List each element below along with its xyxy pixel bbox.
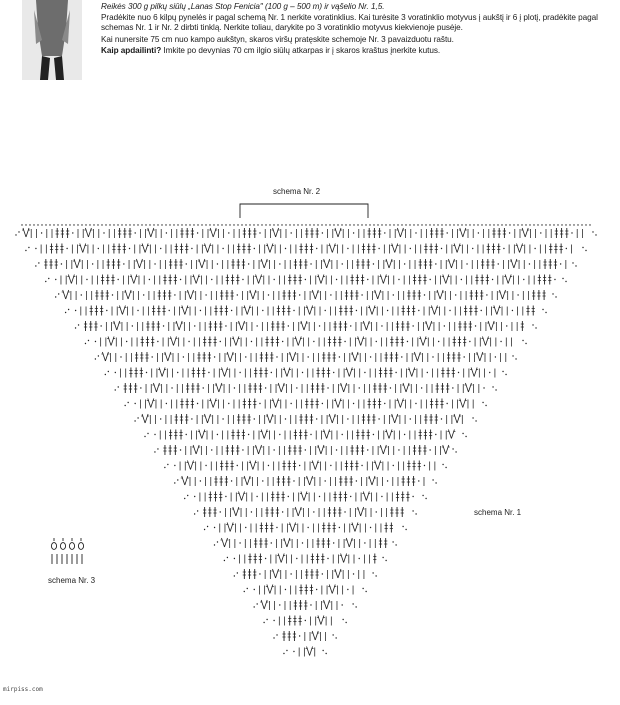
model-figure-image bbox=[22, 0, 82, 80]
model-photo bbox=[22, 0, 82, 80]
schema1-label: schema Nr. 1 bbox=[474, 508, 522, 517]
finishing-text: Imkite po devynias 70 cm ilgio siūlų atkarpas ir į skaros kraštus įnerkite kutus. bbox=[161, 45, 441, 55]
schema2-bracket bbox=[240, 204, 368, 218]
pattern-instructions bbox=[101, 2, 613, 57]
schema3-motif bbox=[48, 536, 92, 571]
triangle-shawl-chart bbox=[0, 170, 620, 700]
finishing-paragraph bbox=[101, 46, 613, 56]
finishing-heading: Kaip apdailinti? bbox=[101, 45, 162, 55]
schema2-label: schema Nr. 2 bbox=[273, 187, 321, 196]
schema3-label: schema Nr. 3 bbox=[48, 576, 96, 585]
schema3-stitch-symbols bbox=[48, 536, 92, 566]
site-watermark: mirpiss.com bbox=[3, 686, 43, 693]
materials-text: Reikės 300 g pilkų siūlų „Lanas Stop Fenicia" (100 g – 500 m) ir vąšelio Nr. 1,5. bbox=[101, 2, 385, 11]
instructions-paragraph-1: Pradėkite nuo 6 kilpų pynelės ir pagal schemą Nr. 1 nerkite voratinklius. Kai turėsite 3 voratinklio motyvus į aukštį ir 6 į plotį, pradėkite pagal schemas Nr. 1 ir Nr. 2 dirbti tinklą. Nerkite toliau, darykite po 3 voratinklio motyvus kiekvienoje pusėje. bbox=[101, 13, 598, 33]
instructions-paragraph-2: Kai nunersite 75 cm nuo kampo aukštyn, skaros viršų pratęskite schemoje Nr. 3 pavaizduotu raštu. bbox=[101, 34, 454, 44]
crochet-chart bbox=[0, 170, 620, 700]
